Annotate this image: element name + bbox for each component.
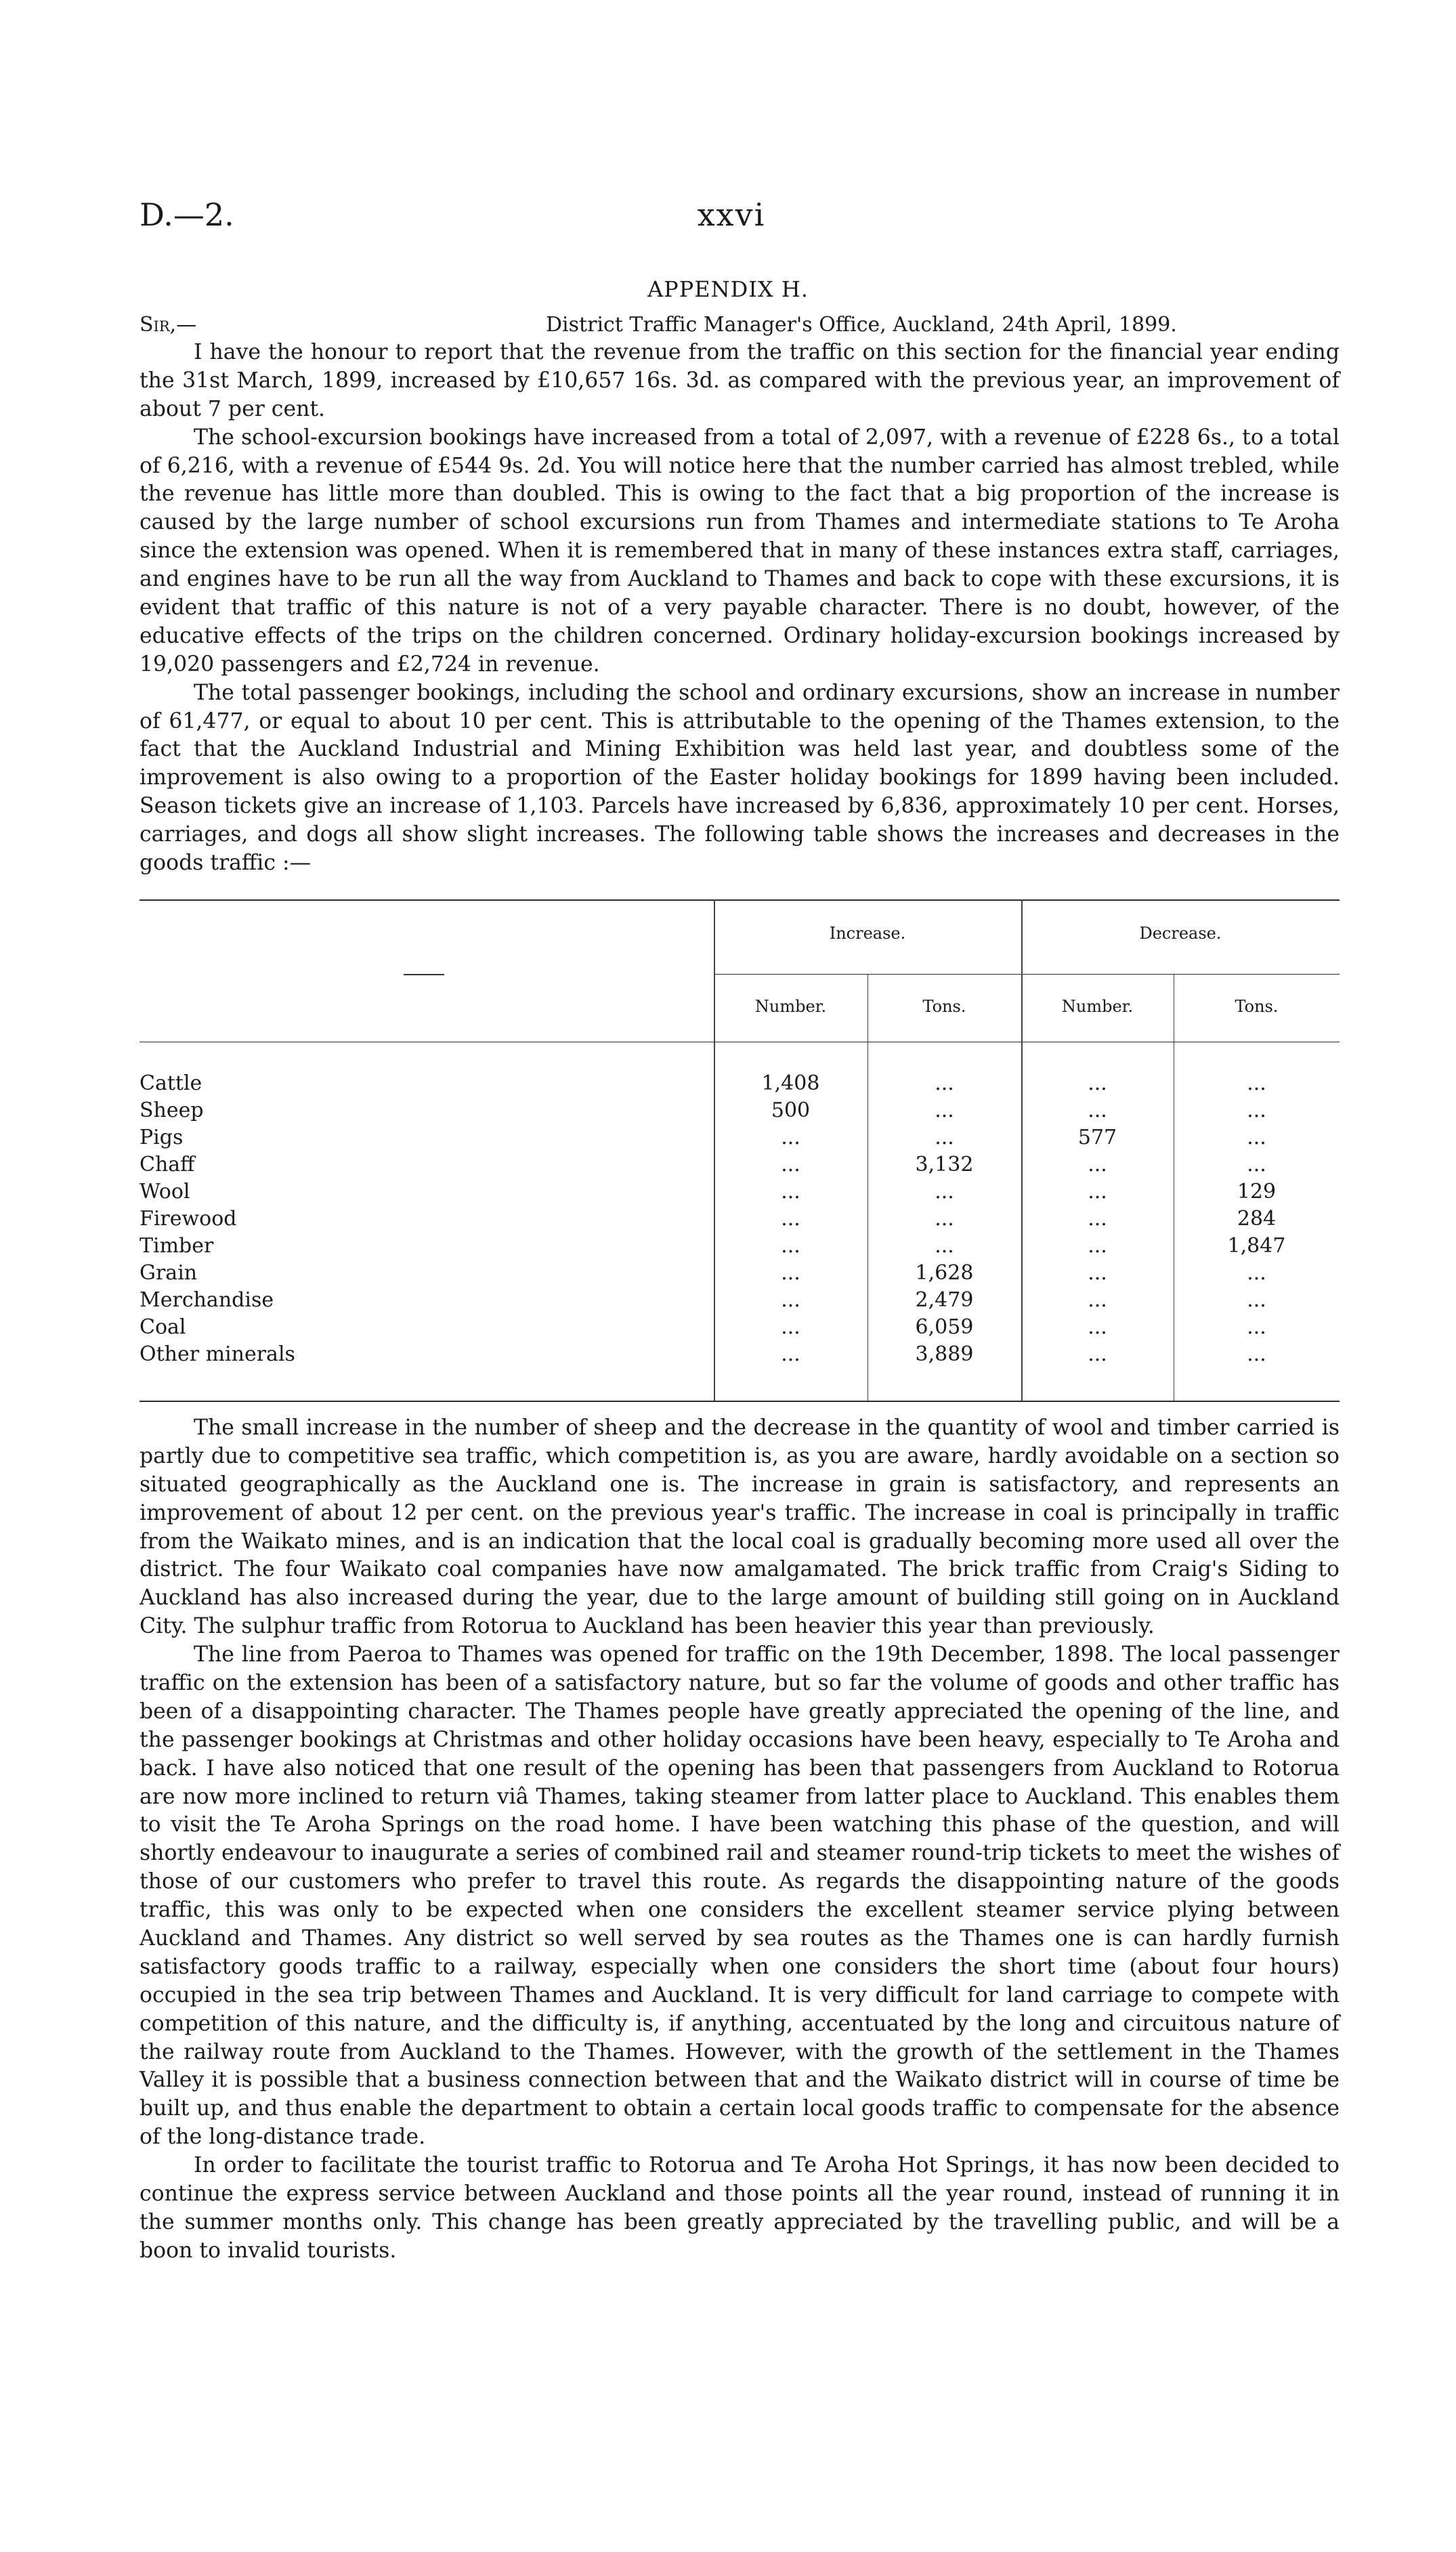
decrease-tons-cell: ... [1247, 1342, 1266, 1366]
table-row [140, 1153, 1340, 1178]
increase-tons-cell: 1,628 [915, 1261, 974, 1285]
row-label: Other minerals [140, 1342, 295, 1366]
page-header [0, 196, 1456, 244]
paragraph: The school-excursion bookings have increased from a total of 2,097, with a revenue of £228 6s., to a total of 6,216, with a revenue of £544 9s. 2d. You will notice here that the number carried has almost trebled, while the revenue has little more than doubled. This is owing to the fact that a big proportion of the increase is caused by the large number of school excursions run from Thames and intermediate stations to Te Aroha since the extension was opened. When it is remembered that in many of these instances extra staff, carriages, and engines have to be run all the way from Auckland to Thames and back to cope with these excursions, it is evident that traffic of this nature is not of a very payable character. There is no doubt, however, of the educative effects of the trips on the children concerned. Ordinary holiday-excursion bookings increased by 19,020 passengers and £2,724 in revenue. [140, 425, 1340, 677]
increase-number-cell: ... [781, 1234, 800, 1258]
decrease-number-cell: ... [1088, 1153, 1107, 1176]
increase-number-cell: ... [781, 1288, 800, 1312]
table-row [140, 1071, 1340, 1097]
row-label: Pigs [140, 1126, 184, 1149]
decrease-number-cell: ... [1088, 1099, 1107, 1122]
row-label: Sheep [140, 1099, 204, 1122]
increase-tons-header: Tons. [922, 997, 966, 1016]
decrease-number-cell: ... [1088, 1261, 1107, 1285]
increase-number-cell: ... [781, 1126, 800, 1149]
header-mid-rule [714, 974, 1340, 975]
appendix-title: APPENDIX H. [647, 276, 809, 302]
report-body-bottom [140, 1414, 1340, 2266]
row-label: Grain [140, 1261, 198, 1285]
increase-number-cell: ... [781, 1153, 800, 1176]
increase-tons-cell: 2,479 [915, 1288, 974, 1312]
increase-number-cell: ... [781, 1207, 800, 1231]
table-row [140, 1342, 1340, 1368]
decrease-number-cell: ... [1088, 1288, 1107, 1312]
table-bottom-rule [140, 1401, 1340, 1402]
increase-number-cell: 500 [771, 1099, 811, 1122]
decrease-tons-cell: ... [1247, 1288, 1266, 1312]
decrease-tons-cell: ... [1247, 1099, 1266, 1122]
paragraph: In order to facilitate the tourist traffic to Rotorua and Te Aroha Hot Springs, it has now been decided to continue the express service between Auckland and those points all the year round, instead of running it in the summer months only. This change has been greatly appreciated by the travelling public, and will be a boon to invalid tourists. [140, 2153, 1340, 2263]
row-label: Coal [140, 1315, 186, 1339]
table-row [140, 1234, 1340, 1260]
paragraph: I have the honour to report that the revenue from the traffic on this section for the financial year ending the 31st March, 1899, increased by £10,657 16s. 3d. as compared with the previous year, an improvement of about 7 per cent. [140, 340, 1340, 421]
table-row [140, 1261, 1340, 1287]
decrease-tons-cell: 284 [1237, 1207, 1277, 1231]
decrease-tons-cell: ... [1247, 1315, 1266, 1339]
office-and-date: District Traffic Manager's Office, Auckland, 24th April, 1899. [546, 313, 1177, 337]
decrease-tons-cell: ... [1247, 1261, 1266, 1285]
increase-tons-cell: ... [935, 1071, 954, 1095]
increase-tons-cell: 3,889 [915, 1342, 974, 1366]
decrease-tons-cell: 129 [1237, 1180, 1277, 1204]
decrease-number-cell: ... [1088, 1342, 1107, 1366]
table-top-rule [140, 899, 1340, 901]
goods-traffic-table [140, 899, 1340, 1402]
table-row [140, 1180, 1340, 1206]
increase-number-cell: ... [781, 1261, 800, 1285]
decrease-header: Decrease. [1139, 924, 1222, 943]
increase-number-cell: ... [781, 1180, 800, 1204]
increase-tons-cell: ... [935, 1126, 954, 1149]
row-label: Cattle [140, 1071, 202, 1095]
decrease-tons-header: Tons. [1235, 997, 1279, 1016]
paragraph: The line from Paeroa to Thames was opened for traffic on the 19th December, 1898. The local passenger traffic on the extension has been of a satisfactory nature, but so far the volume of goods and other traffic has been of a disappointing character. The Thames people have greatly appreciated the opening of the line, and the passenger bookings at Christmas and other holiday occasions have been heavy, especially to Te Aroha and back. I have also noticed that one result of the opening has been that passengers from Auckland to Rotorua are now more inclined to return viâ Thames, taking steamer from latter place to Auckland. This enables them to visit the Te Aroha Springs on the road home. I have been watching this phase of the question, and will shortly endeavour to inaugurate a series of combined rail and steamer round-trip tickets to meet the wishes of those of our customers who prefer to travel this route. As regards the disappointing nature of the goods traffic, this was only to be expected when one considers the excellent steamer service plying between Auckland and Thames. Any district so well served by sea routes as the Thames one is can hardly furnish satisfactory goods traffic to a railway, especially when one considers the short time (about four hours) occupied in the sea trip between Thames and Auckland. It is very difficult for land carriage to compete with competition of this nature, and the difficulty is, if anything, accentuated by the long and circuitous nature of the railway route from Auckland to the Thames. However, with the growth of the settlement in the Thames Valley it is possible that a business connection between that and the Waikato district will in course of time be built up, and thus enable the department to obtain a certain local goods traffic to compensate for the absence of the long-distance trade. [140, 1642, 1340, 2150]
decrease-number-cell: ... [1088, 1315, 1107, 1339]
increase-tons-cell: 3,132 [915, 1153, 974, 1176]
decrease-tons-cell: ... [1247, 1071, 1266, 1095]
decrease-number-cell: 577 [1077, 1126, 1117, 1149]
row-label: Wool [140, 1180, 190, 1204]
increase-tons-cell: ... [935, 1099, 954, 1122]
increase-tons-cell: ... [935, 1207, 954, 1231]
decrease-tons-cell: ... [1247, 1153, 1266, 1176]
decrease-number-cell: ... [1088, 1071, 1107, 1095]
salutation: Sir,— [140, 313, 197, 337]
increase-tons-cell: ... [935, 1180, 954, 1204]
document-reference: D.—2. [140, 196, 234, 233]
row-label: Chaff [140, 1153, 195, 1176]
paragraph: The small increase in the number of sheep and the decrease in the quantity of wool and timber carried is partly due to competitive sea traffic, which competition is, as you are aware, hardly avoidable on a section so situated geographically as the Auckland one is. The increase in grain is satisfactory, and represents an improvement of about 12 per cent. on the previous year's traffic. The increase in coal is principally in traffic from the Waikato mines, and is an indication that the local coal is gradually becoming more used all over the district. The four Waikato coal companies have now amalgamated. The brick traffic from Craig's Siding to Auckland has also increased during the year, due to the large amount of building still going on in Auckland City. The sulphur traffic from Rotorua to Auckland has been heavier this year than previously. [140, 1416, 1340, 1639]
decrease-number-cell: ... [1088, 1207, 1107, 1231]
increase-number-cell: ... [781, 1342, 800, 1366]
table-row [140, 1288, 1340, 1314]
table-row [140, 1099, 1340, 1124]
decrease-tons-cell: 1,847 [1227, 1234, 1286, 1258]
increase-number-cell: 1,408 [761, 1071, 820, 1095]
decrease-number-header: Number. [1061, 997, 1134, 1016]
increase-tons-cell: ... [935, 1234, 954, 1258]
decrease-tons-cell: ... [1247, 1126, 1266, 1149]
table-row [140, 1126, 1340, 1151]
increase-number-header: Number. [754, 997, 827, 1016]
report-body-top [140, 339, 1340, 878]
increase-number-cell: ... [781, 1315, 800, 1339]
row-label: Merchandise [140, 1288, 274, 1312]
stub-header-dash [404, 974, 444, 975]
decrease-number-cell: ... [1088, 1234, 1107, 1258]
row-label: Firewood [140, 1207, 237, 1231]
increase-header: Increase. [829, 924, 906, 943]
table-row [140, 1207, 1340, 1233]
decrease-number-cell: ... [1088, 1180, 1107, 1204]
table-row [140, 1315, 1340, 1341]
row-label: Timber [140, 1234, 214, 1258]
paragraph: The total passenger bookings, including the school and ordinary excursions, show an increase in number of 61,477, or equal to about 10 per cent. This is attributable to the opening of the Thames extension, to the fact that the Auckland Industrial and Mining Exhibition was held last year, and doubtless some of the improvement is also owing to a proportion of the Easter holiday bookings for 1899 having been included. Season tickets give an increase of 1,103. Parcels have increased by 6,836, approximately 10 per cent. Horses, carriages, and dogs all show slight increases. The following table shows the increases and decreases in the goods traffic :— [140, 680, 1340, 876]
page-number: xxvi [697, 196, 766, 233]
increase-tons-cell: 6,059 [915, 1315, 974, 1339]
